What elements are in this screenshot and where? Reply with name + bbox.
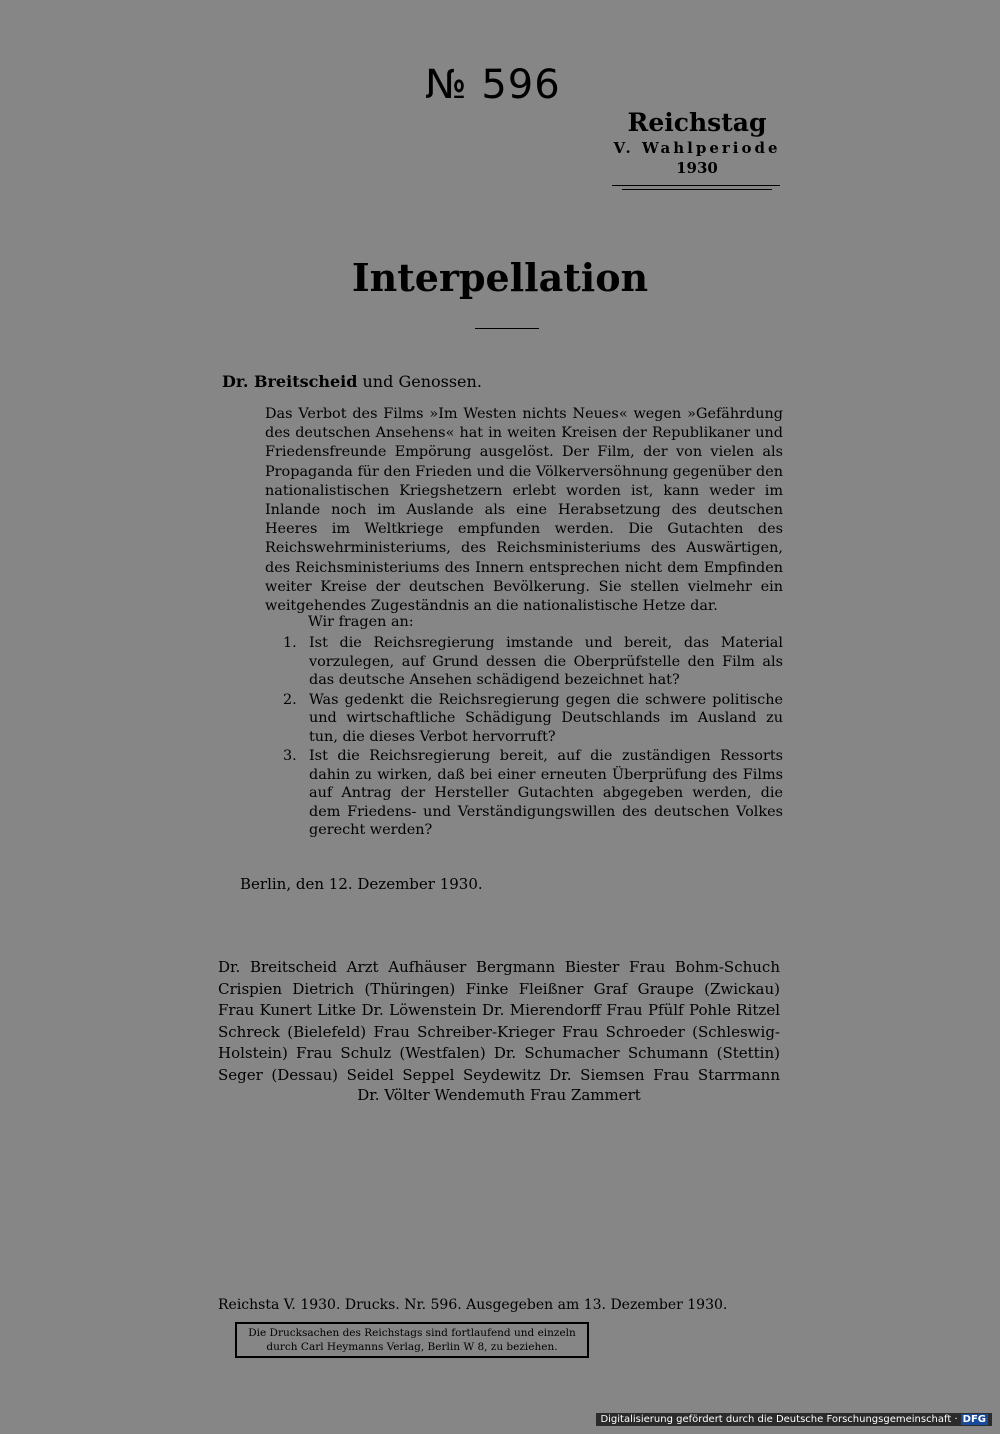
header-divider xyxy=(612,185,780,186)
question-text: Ist die Reichsregierung imstande und bereit, das Material vorzulegen, auf Grund dessen die Oberprüfstelle den Film als das deutsche Ansehen schädigend bezeichnet hat? xyxy=(309,635,783,688)
question-item xyxy=(283,634,783,690)
interpellation-body: Das Verbot des Films »Im Westen nichts Neues« wegen »Gefährdung des deutschen Ansehens« hat in weiten Kreisen der Republikaner und Friedensfreunde Empörung ausgelöst. Der Film, der von vielen als Propaganda für den Frieden und die Völkerversöhnung gegenüber den nationalistischen Kriegshetzern erlebt worden ist, kann weder im Inlande noch im Auslande als eine Herabsetzung des deutschen Heeres im Weltkriege empfunden werden. Die Gutachten des Reichswehrministeriums, des Reichsministeriums des Auswärtigen, des Reichsministeriums des Innern entsprechen nicht dem Empfinden weiter Kreise der deutschen Bevölkerung. Sie stellen vielmehr ein weitgehendes Zugeständnis an die nationalistische Hetze dar. xyxy=(265,406,783,615)
question-number: 1. xyxy=(283,635,297,651)
lead-author: Dr. Breitscheid xyxy=(222,372,358,391)
question-text: Ist die Reichsregierung bereit, auf die zuständigen Ressorts dahin zu wirken, daß bei einer erneuten Überprüfung des Films auf Antrag der Hersteller Gutachten abgegeben werden, die dem Friedens- und Verständigungswillen des deutschen Volkes gerecht werden? xyxy=(309,748,783,838)
authors-rest: und Genossen. xyxy=(362,372,482,391)
question-number: 3. xyxy=(283,748,297,764)
publisher-notice: Die Drucksachen des Reichstags sind fortlaufend und einzeln durch Carl Heymanns Verlag, Berlin W 8, zu beziehen. xyxy=(235,1322,589,1358)
question-number: 2. xyxy=(283,691,297,708)
place-date: Berlin, den 12. Dezember 1930. xyxy=(240,875,483,893)
header-divider-secondary xyxy=(622,189,772,190)
page-title: Interpellation xyxy=(351,255,649,300)
print-info-line: Reichsta V. 1930. Drucks. Nr. 596. Ausgegeben am 13. Dezember 1930. xyxy=(218,1297,728,1313)
dfg-logo-icon: DFG xyxy=(962,1414,986,1425)
header-year: 1930 xyxy=(676,159,718,177)
authors-line xyxy=(222,372,482,391)
questions-intro: Wir fragen an: xyxy=(308,614,414,630)
digitization-credit xyxy=(596,1413,992,1426)
signatories-last-line: Dr. Völter Wendemuth Frau Zammert xyxy=(357,1086,641,1104)
questions-list xyxy=(283,634,783,841)
reichstag-title: Reichstag xyxy=(627,108,767,137)
title-divider xyxy=(475,328,539,329)
question-text: Was gedenkt die Reichsregierung gegen die schwere politische und wirtschaftliche Schädigung Deutschlands im Ausland zu tun, die dieses Verbot hervorruft? xyxy=(309,691,783,745)
signatories-list: Dr. Breitscheid Arzt Aufhäuser Bergmann Biester Frau Bohm-Schuch Crispien Dietrich (Thüringen) Finke Fleißner Graf Graupe (Zwickau) Frau Kunert Litke Dr. Löwenstein Dr. Mierendorff Frau Pfülf Pohle Ritzel Schreck (Bielefeld) Frau Schreiber-Krieger Frau Schroeder (Schleswig-Holstein) Frau Schulz (Westfalen) Dr. Schumacher Schumann (Stettin) Seger (Dessau) Seidel Seppel Seydewitz Dr. Siemsen Frau Starrmann xyxy=(218,958,780,1084)
credit-text: Digitalisierung gefördert durch die Deutsche Forschungsgemeinschaft · xyxy=(600,1414,958,1425)
reichstag-header xyxy=(612,108,782,178)
question-item xyxy=(283,747,783,840)
electoral-period: V. Wahlperiode xyxy=(613,139,781,157)
question-item xyxy=(283,691,783,747)
document-number: № 596 xyxy=(425,62,561,108)
